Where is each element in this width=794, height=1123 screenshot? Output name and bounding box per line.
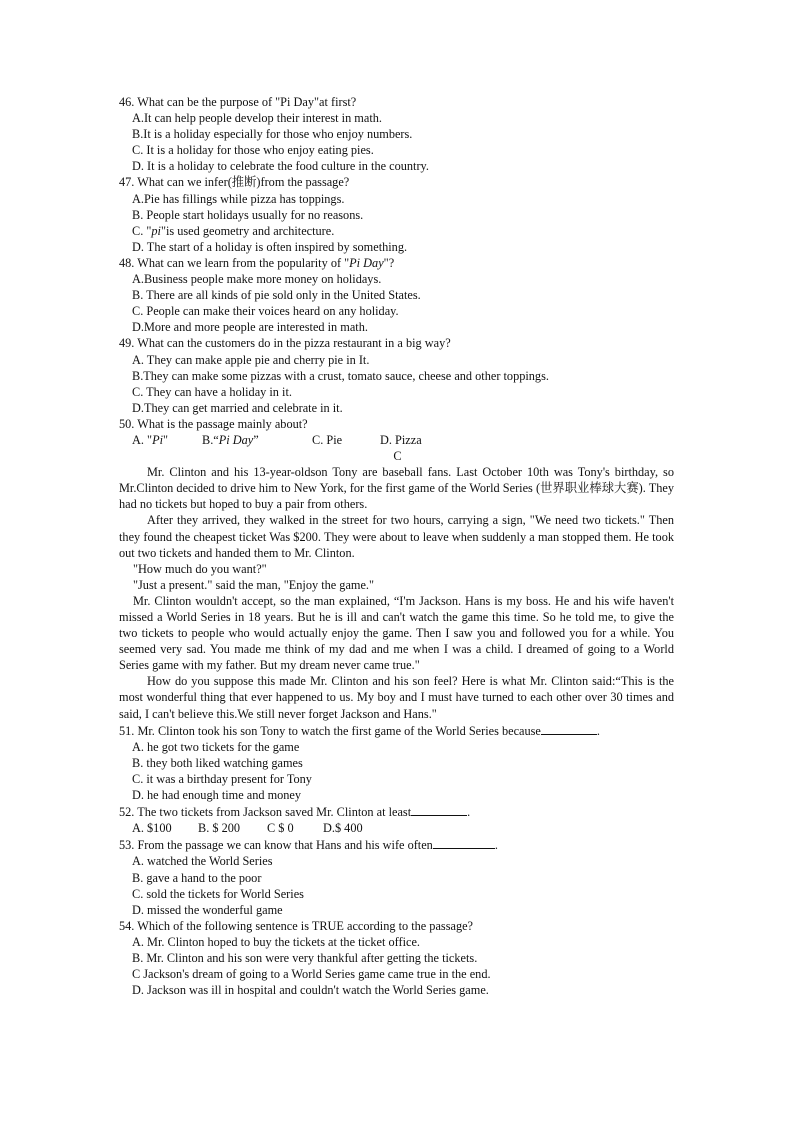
question-47-stem: 47. What can we infer(推断)from the passage? bbox=[119, 175, 350, 190]
q46-option-a: A.It can help people develop their interest in math. bbox=[132, 111, 382, 126]
passage-paragraph-2: After they arrived, they walked in the street for two hours, carrying a sign, "We need two tickets." Then they found the cheapest ticket Was $200. They were about to leave when suddenly a man stopped them. He took out two tickets and handed them to Mr. Clinton. bbox=[119, 513, 674, 560]
q53-option-a: A. watched the World Series bbox=[132, 854, 273, 869]
q54-option-a: A. Mr. Clinton hoped to buy the tickets at the ticket office. bbox=[132, 934, 421, 949]
question-50-stem: 50. What is the passage mainly about? bbox=[119, 416, 308, 431]
question-49-stem: 49. What can the customers do in the pizza restaurant in a big way? bbox=[119, 336, 451, 351]
q48-option-a: A.Business people make more money on holidays. bbox=[132, 272, 382, 287]
q47-option-a: A.Pie has fillings while pizza has toppings. bbox=[132, 191, 345, 206]
q53-option-b: B. gave a hand to the poor bbox=[132, 870, 262, 885]
q51-option-a: A. he got two tickets for the game bbox=[132, 739, 300, 754]
q53-option-d: D. missed the wonderful game bbox=[132, 902, 283, 917]
passage-paragraph-6: How do you suppose this made Mr. Clinton and his son feel? Here is what Mr. Clinton said:“This is the most wonderful thing that ever happened to us. My boy and I must have turned to each other over 30 times and said, I can't believe this.We still never forget Jackson and Hans." bbox=[119, 674, 674, 721]
question-52-stem: 52. The two tickets from Jackson saved Mr. Clinton at least . bbox=[119, 805, 471, 820]
q47-option-d: D. The start of a holiday is often inspired by something. bbox=[132, 239, 408, 254]
q48-option-d: D.More and more people are interested in math. bbox=[132, 320, 368, 335]
q49-option-d: D.They can get married and celebrate in it. bbox=[132, 400, 343, 415]
q54-option-d: D. Jackson was ill in hospital and couldn't watch the World Series game. bbox=[132, 983, 489, 998]
q50-options-row bbox=[132, 432, 674, 448]
passage-paragraph-3: "How much do you want?" bbox=[133, 561, 267, 576]
q52-option-a: A. $100 bbox=[132, 821, 172, 836]
answer-blank bbox=[411, 803, 467, 816]
q49-option-a: A. They can make apple pie and cherry pie in It. bbox=[132, 352, 370, 367]
section-c-label: C bbox=[393, 449, 402, 464]
q52-options-row bbox=[132, 820, 674, 836]
q52-option-b: B. $ 200 bbox=[198, 821, 241, 836]
q53-option-c: C. sold the tickets for World Series bbox=[132, 886, 304, 901]
q51-option-c: C. it was a birthday present for Tony bbox=[132, 771, 312, 786]
passage-paragraph-4: "Just a present." said the man, "Enjoy the game." bbox=[133, 577, 375, 592]
passage-paragraph-5: Mr. Clinton wouldn't accept, so the man explained, “I'm Jackson. Hans is my boss. He and his wife haven't missed a World Series in 18 years. But he is ill and can't watch the game this time. So he told me, to give the two tickets to people who would actually enjoy the game. Then I saw you and followed you for a while. You seemed very sad. You made me think of my dad and me when I was a child. I dreamed of going to a World Series game with my father. But my dream never came true." bbox=[119, 593, 674, 673]
q50-option-d: D. Pizza bbox=[380, 432, 422, 447]
question-53-stem: 53. From the passage we can know that Hans and his wife often . bbox=[119, 838, 498, 853]
question-46-stem: 46. What can be the purpose of "Pi Day"at first? bbox=[119, 95, 357, 109]
q50-option-b: B.“Pi Day” bbox=[202, 432, 259, 447]
question-54-stem: 54. Which of the following sentence is TRUE according to the passage? bbox=[119, 918, 474, 933]
q46-option-b: B.It is a holiday especially for those who enjoy numbers. bbox=[132, 127, 413, 142]
question-51-stem: 51. Mr. Clinton took his son Tony to watch the first game of the World Series because . bbox=[119, 723, 600, 738]
q49-option-c: C. They can have a holiday in it. bbox=[132, 384, 292, 399]
q50-option-a: A. "Pi" bbox=[132, 432, 169, 447]
q46-option-c: C. It is a holiday for those who enjoy eating pies. bbox=[132, 143, 374, 158]
q52-option-d: D.$ 400 bbox=[323, 821, 363, 836]
q50-option-c: C. Pie bbox=[312, 432, 343, 447]
q51-option-d: D. he had enough time and money bbox=[132, 788, 302, 803]
answer-blank bbox=[541, 722, 597, 735]
q47-option-b: B. People start holidays usually for no reasons. bbox=[132, 207, 364, 222]
question-48-stem: 48. What can we learn from the popularity of "Pi Day"? bbox=[119, 255, 395, 270]
q46-option-d: D. It is a holiday to celebrate the food culture in the country. bbox=[132, 159, 429, 174]
passage-paragraph-1: Mr. Clinton and his 13-year-oldson Tony are baseball fans. Last October 10th was Tony's birthday, so Mr.Clinton decided to drive him to New York, for the first game of the World Series (世界职业棒球大赛). They had no tickets but hoped to buy a pair from others. bbox=[119, 465, 674, 512]
q48-option-c: C. People can make their voices heard on any holiday. bbox=[132, 304, 399, 319]
q54-option-c: C Jackson's dream of going to a World Series game came true in the end. bbox=[132, 967, 491, 982]
q47-option-c: C. "pi"is used geometry and architecture. bbox=[132, 223, 335, 238]
q49-option-b: B.They can make some pizzas with a crust, tomato sauce, cheese and other toppings. bbox=[132, 368, 549, 383]
exam-page bbox=[119, 94, 674, 998]
answer-blank bbox=[433, 836, 495, 849]
q51-option-b: B. they both liked watching games bbox=[132, 755, 303, 770]
q52-option-c: C $ 0 bbox=[267, 821, 294, 836]
q48-option-b: B. There are all kinds of pie sold only in the United States. bbox=[132, 288, 421, 303]
q54-option-b: B. Mr. Clinton and his son were very thankful after getting the tickets. bbox=[132, 950, 478, 965]
